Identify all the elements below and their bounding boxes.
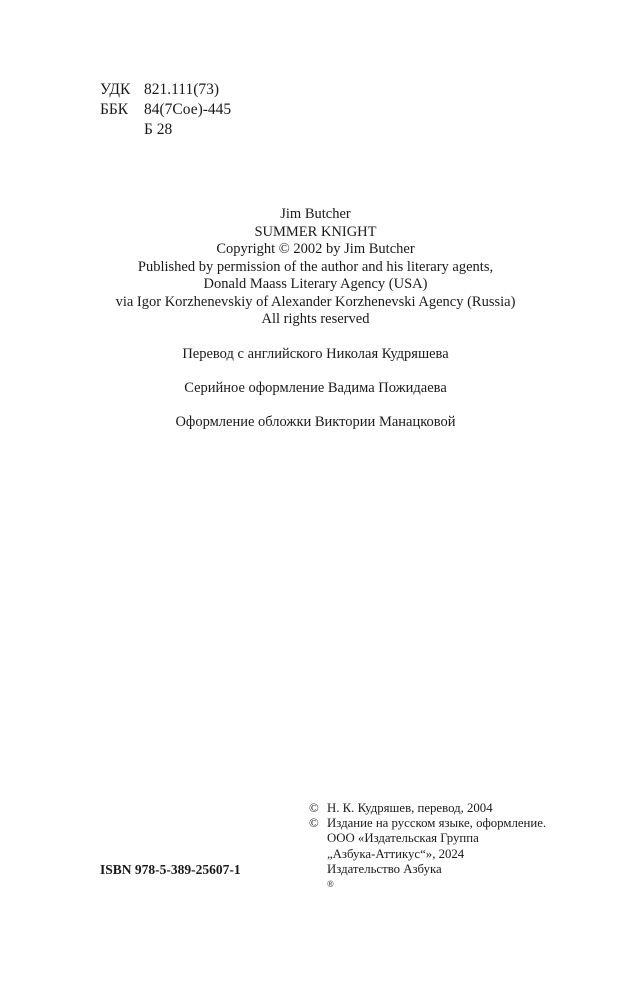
series-design-credit: Серийное оформление Вадима Пожидаева — [184, 380, 447, 396]
author-mark-value: Б 28 — [144, 121, 173, 138]
original-copyright: Copyright © 2002 by Jim Butcher — [216, 241, 415, 257]
publisher-line — [327, 862, 546, 892]
udk-value: 821.111(73) — [144, 81, 220, 98]
copyright-line: „Азбука-Аттикус“», 2024 — [327, 846, 465, 861]
agency-line: Donald Maass Literary Agency (USA) — [203, 276, 428, 292]
author-name: Jim Butcher — [280, 206, 351, 222]
author-mark-row — [100, 120, 231, 140]
copyright-line: Издание на русском языке, оформление. — [327, 816, 547, 831]
copyright-sign: © — [309, 816, 319, 831]
classification-block — [100, 80, 231, 140]
sub-agency-line: via Igor Korzhenevskiy of Alexander Korzhenevski Agency (Russia) — [115, 293, 516, 310]
copyright-line: ООО «Издательская Группа — [327, 831, 479, 846]
bbk-value: 84(7Сое)-445 — [144, 101, 232, 118]
publisher-name: Издательство Азбука — [327, 861, 442, 876]
rights-line: All rights reserved — [261, 311, 370, 327]
translation-copyright — [309, 801, 546, 816]
author-mark-label — [100, 120, 144, 140]
copyright-sign: © — [309, 801, 319, 815]
original-credits — [0, 206, 631, 329]
registered-mark: ® — [327, 879, 334, 890]
cover-design-credit: Оформление обложки Виктории Манацковой — [175, 414, 456, 430]
copyright-notices — [309, 801, 546, 892]
bbk-label: ББК — [100, 101, 129, 118]
isbn: ISBN 978-5-389-25607-1 — [100, 862, 241, 877]
udk-row — [100, 80, 231, 100]
permission-line: Published by permission of the author and his literary agents, — [137, 258, 494, 275]
bbk-row — [100, 100, 231, 120]
translation-credit: Перевод с английского Николая Кудряшева — [182, 346, 449, 362]
udk-label: УДК — [100, 81, 131, 98]
original-title: SUMMER KNIGHT — [254, 223, 377, 240]
edition-copyright — [309, 816, 546, 892]
copyright-line: Н. К. Кудряшев, перевод, 2004 — [327, 801, 493, 815]
